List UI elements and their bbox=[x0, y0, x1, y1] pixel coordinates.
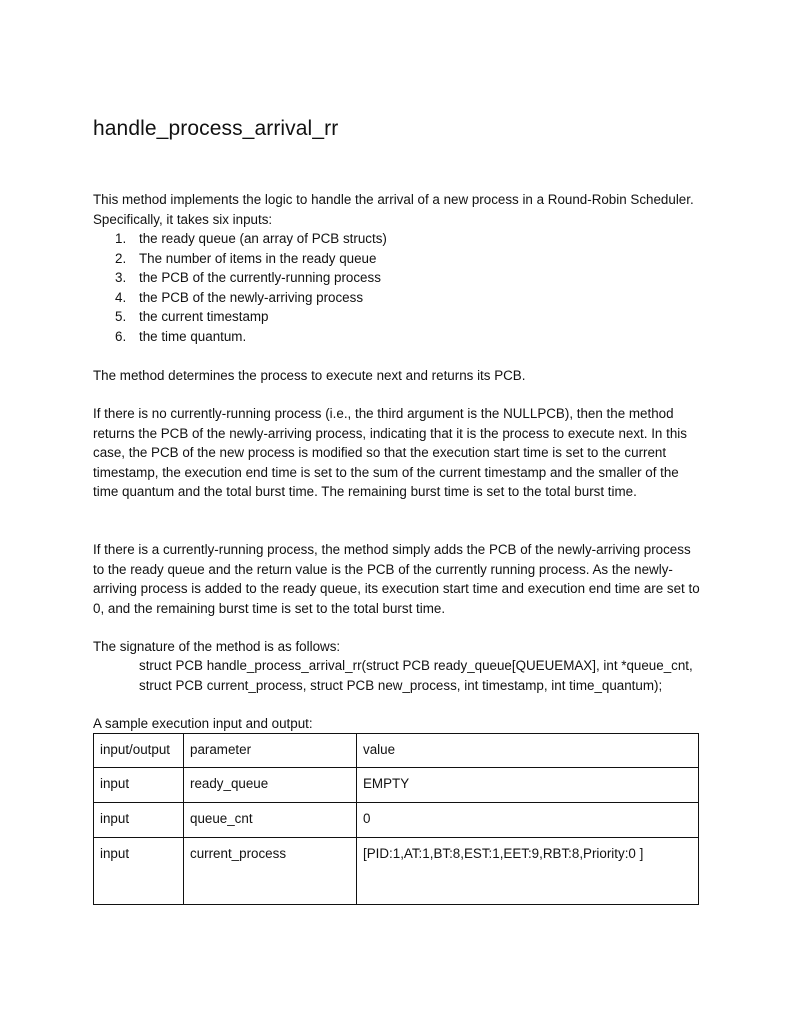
list-item bbox=[93, 249, 387, 269]
table-cell: 0 bbox=[357, 803, 699, 838]
list-item bbox=[93, 327, 387, 347]
list-item bbox=[93, 268, 387, 288]
list-item-number: 2. bbox=[115, 250, 127, 266]
inputs-list bbox=[93, 229, 387, 346]
list-item bbox=[93, 288, 387, 308]
list-item-text: The number of items in the ready queue bbox=[139, 250, 377, 266]
table-cell: input bbox=[94, 768, 184, 803]
list-item-number: 6. bbox=[115, 328, 127, 344]
signature-intro: The signature of the method is as follows: bbox=[93, 639, 341, 654]
table-cell: current_process bbox=[184, 838, 357, 905]
table-header-row bbox=[94, 734, 699, 768]
list-item bbox=[93, 307, 387, 327]
table-cell: [PID:1,AT:1,BT:8,EST:1,EET:9,RBT:8,Priority:0 ] bbox=[357, 838, 699, 905]
table-cell: input bbox=[94, 838, 184, 905]
list-item-text: the PCB of the newly-arriving process bbox=[139, 289, 364, 305]
table-cell: input bbox=[94, 803, 184, 838]
table-row bbox=[94, 768, 699, 803]
list-item-text: the ready queue (an array of PCB structs) bbox=[139, 231, 387, 246]
list-item-number: 4. bbox=[115, 289, 127, 305]
list-item-number: 5. bbox=[115, 309, 127, 324]
list-item-text: the current timestamp bbox=[139, 309, 269, 324]
table-header-cell: parameter bbox=[184, 734, 357, 768]
table-cell: EMPTY bbox=[357, 768, 699, 803]
table-cell: queue_cnt bbox=[184, 803, 357, 838]
table-header-cell: value bbox=[357, 734, 699, 768]
table-cell: ready_queue bbox=[184, 768, 357, 803]
list-item-number: 3. bbox=[115, 270, 127, 285]
sample-io-table bbox=[93, 733, 699, 905]
determines-paragraph: The method determines the process to execute next and returns its PCB. bbox=[93, 368, 526, 383]
table-header-cell: input/output bbox=[94, 734, 184, 768]
intro-paragraph: This method implements the logic to handle the arrival of a new process in a Round-Robin Scheduler. Specifically, it takes six inputs: bbox=[93, 192, 694, 227]
table-row bbox=[94, 803, 699, 838]
list-item-number: 1. bbox=[115, 231, 127, 246]
page-title: handle_process_arrival_rr bbox=[93, 117, 339, 140]
no-running-process-paragraph: If there is no currently-running process (i.e., the third argument is the NULLPCB), then the method returns the PCB of the newly-arriving process, indicating that it is the process to execute next. In this case, the PCB of the new process is modified so that the execution start time is set to the current timestamp, the execution end time is set to the sum of the current timestamp and the smaller of the time quantum and the total burst time. The remaining burst time is set to the total burst time. bbox=[93, 406, 687, 499]
list-item-text: the time quantum. bbox=[139, 328, 247, 344]
list-item bbox=[93, 229, 387, 249]
sample-intro: A sample execution input and output: bbox=[93, 716, 313, 731]
list-item-text: the PCB of the currently-running process bbox=[139, 270, 381, 285]
table-row bbox=[94, 838, 699, 905]
running-process-paragraph: If there is a currently-running process, the method simply adds the PCB of the newly-arriving process to the ready queue and the return value is the PCB of the currently running process. As the newly-arriving process is added to the ready queue, its execution start time and execution end time are set to 0, and the remaining burst time is set to the total burst time. bbox=[93, 542, 700, 616]
method-signature: struct PCB handle_process_arrival_rr(struct PCB ready_queue[QUEUEMAX], int *queue_cnt, struct PCB current_process, struct PCB new_process, int timestamp, int time_quantum); bbox=[139, 658, 693, 693]
